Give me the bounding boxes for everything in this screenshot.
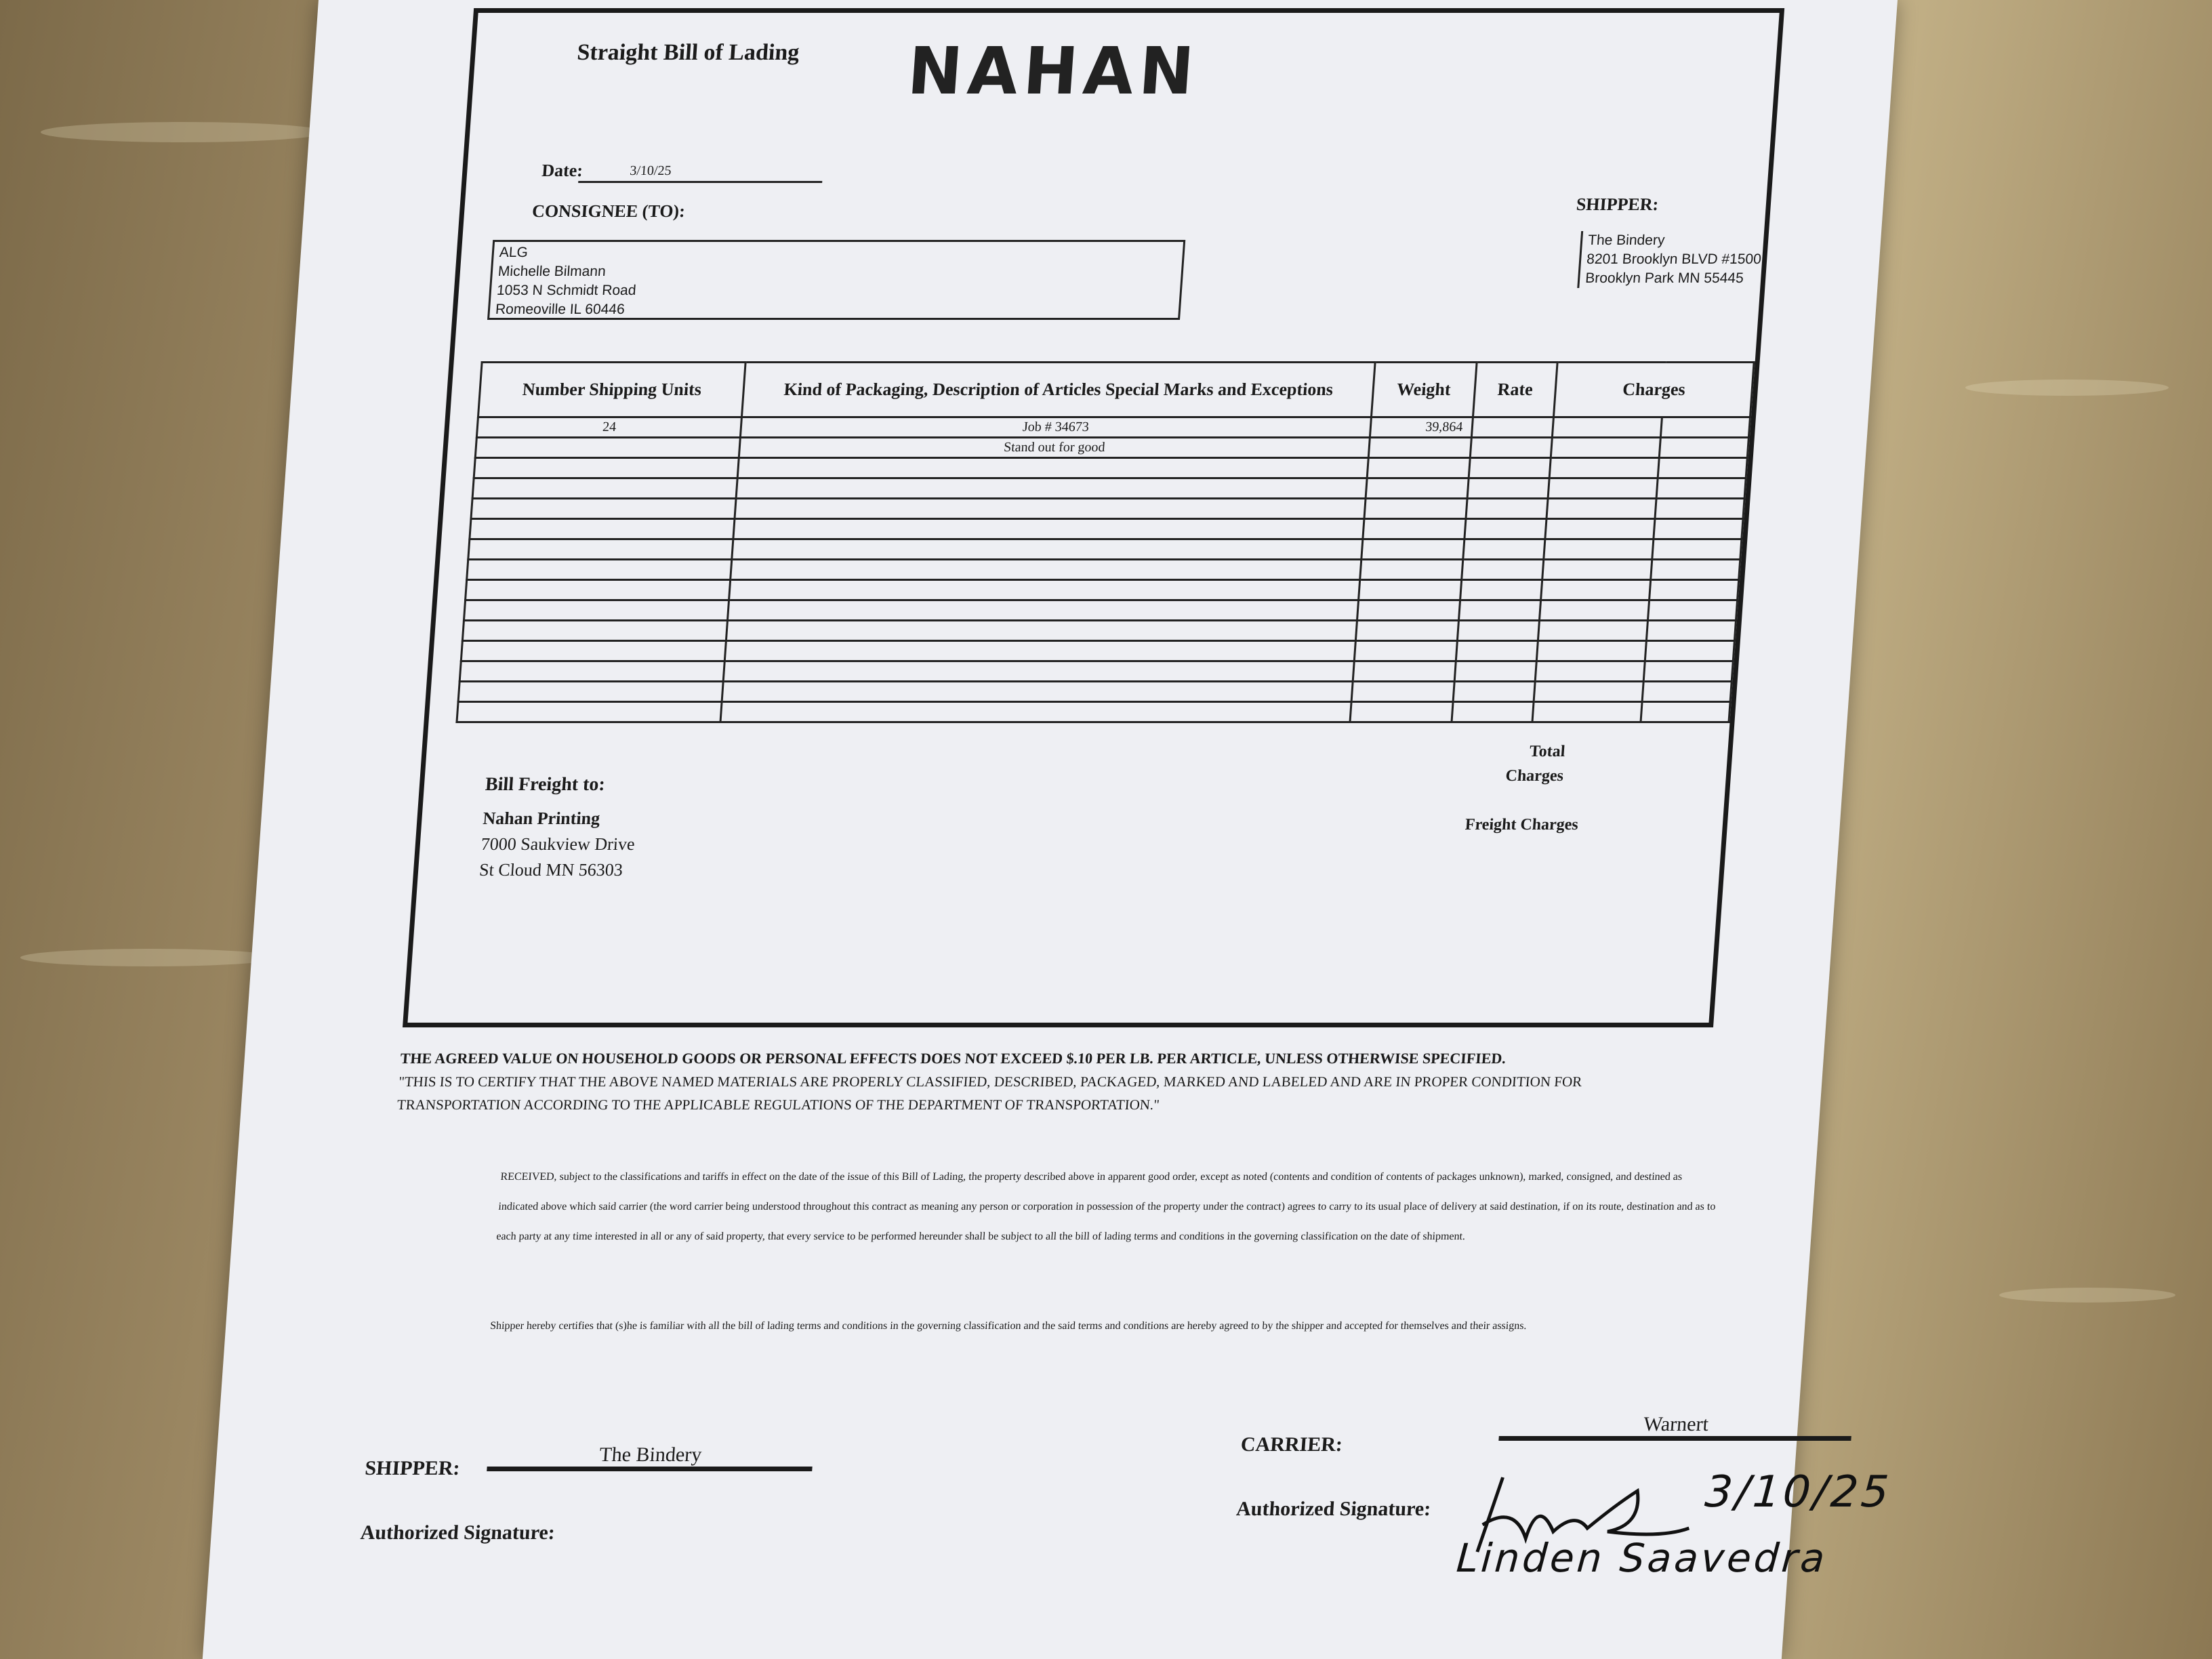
consignee-line: 1053 N Schmidt Road	[496, 283, 637, 298]
weight-cell	[1358, 580, 1461, 600]
weight-cell: 39,864	[1370, 417, 1473, 438]
date-label: Date:	[541, 161, 584, 180]
charges-cell	[1544, 539, 1654, 560]
table-row	[470, 519, 1743, 539]
description-cell	[720, 702, 1351, 722]
rate-cell	[1467, 478, 1550, 499]
table-row	[472, 478, 1746, 499]
received-terms-block	[387, 1162, 1803, 1252]
consignee-line: ALG	[499, 245, 529, 260]
shipper-line: Brooklyn Park MN 55445	[1584, 270, 1744, 286]
shipper-certifies-block	[381, 1311, 1793, 1341]
weight-cell	[1359, 560, 1462, 580]
charges-cents-cell	[1647, 621, 1736, 641]
charges-cell	[1545, 519, 1655, 539]
header-weight: Weight	[1371, 363, 1477, 417]
table-body	[457, 417, 1750, 722]
charges-cents-cell	[1658, 458, 1747, 478]
certify-text: "THIS IS TO CERTIFY THAT THE ABOVE NAMED MATERIALS ARE PROPERLY CLASSIFIED, DESCRIBED, PACKAGED, MARKED AND LABELED AND ARE IN PROPER CONDITION FOR TRANSPORTATION ACCORDING TO THE APPLICABLE REGULATIONS OF THE DEPARTMENT OF TRANSPORTATION."	[396, 1073, 1583, 1113]
weight-cell	[1366, 478, 1469, 499]
rate-cell	[1457, 621, 1540, 641]
handwritten-name: Linden Saavedra	[1454, 1535, 1829, 1581]
consignee-address-box	[487, 240, 1185, 320]
rate-cell	[1470, 438, 1553, 458]
charges-cents-cell	[1652, 539, 1742, 560]
weight-cell	[1350, 702, 1453, 722]
consignee-line: Romeoville IL 60446	[495, 302, 626, 317]
charges-cents-cell	[1642, 682, 1732, 702]
wood-streak	[41, 122, 325, 142]
charges-cents-cell	[1655, 499, 1744, 519]
weight-cell	[1354, 641, 1457, 661]
header-description: Kind of Packaging, Description of Articles Special Marks and Exceptions	[742, 363, 1375, 417]
units-cell	[467, 560, 732, 580]
handwritten-date: 3/10/25	[1703, 1467, 1893, 1517]
description-cell	[726, 621, 1357, 641]
weight-cell	[1363, 519, 1466, 539]
charges-cents-cell	[1654, 519, 1743, 539]
carrier-label: CARRIER:	[1240, 1433, 1344, 1456]
units-cell	[457, 702, 722, 722]
nahan-logo: NAHAN	[905, 33, 1202, 109]
units-cell	[471, 499, 736, 519]
charges-cents-cell	[1656, 478, 1746, 499]
units-cell	[464, 600, 729, 621]
charges-cell	[1536, 661, 1645, 682]
header-rate: Rate	[1473, 363, 1558, 417]
description-cell	[736, 478, 1366, 499]
units-cell	[458, 682, 723, 702]
units-cell	[468, 539, 733, 560]
charges-cents-cell	[1661, 417, 1750, 438]
charges-cell	[1553, 417, 1662, 438]
weight-cell	[1367, 458, 1470, 478]
table-row	[459, 661, 1733, 682]
rate-cell	[1462, 539, 1545, 560]
shipper-sig-label: SHIPPER:	[364, 1457, 461, 1479]
table-row	[461, 641, 1734, 661]
description-cell: Job # 34673	[741, 417, 1371, 438]
units-cell	[474, 458, 739, 478]
table-row	[467, 560, 1740, 580]
shipper-line: The Bindery	[1587, 232, 1666, 248]
description-cell	[729, 580, 1359, 600]
table-row	[466, 580, 1739, 600]
table-row	[476, 417, 1750, 438]
units-cell	[466, 580, 731, 600]
rate-cell	[1471, 417, 1554, 438]
description-cell	[728, 600, 1358, 621]
form-frame	[403, 8, 1784, 1027]
units-cell	[459, 661, 724, 682]
weight-cell	[1357, 600, 1460, 621]
charges-cents-cell	[1659, 438, 1748, 458]
charges-cell	[1537, 641, 1647, 661]
wood-streak	[20, 949, 278, 966]
charges-cents-cell	[1650, 580, 1739, 600]
table-row	[464, 600, 1737, 621]
table-row	[457, 702, 1730, 722]
header-charges: Charges	[1554, 363, 1754, 417]
charges-cell	[1548, 478, 1658, 499]
bill-freight-line: St Cloud MN 56303	[478, 860, 623, 880]
units-cell	[461, 641, 726, 661]
table-header-row	[478, 363, 1754, 417]
weight-cell	[1364, 499, 1467, 519]
bill-freight-label: Bill Freight to:	[484, 774, 606, 795]
header-shipping-units: Number Shipping Units	[478, 363, 745, 417]
shipper-line: 8201 Brooklyn BLVD #1500	[1586, 251, 1762, 267]
charges-cents-cell	[1651, 560, 1740, 580]
charges-cell	[1541, 580, 1651, 600]
charges-cell	[1542, 560, 1652, 580]
description-cell	[724, 661, 1354, 682]
description-cell	[733, 519, 1364, 539]
charges-cell	[1550, 458, 1660, 478]
bill-of-lading-paper	[203, 0, 1898, 1659]
description-cell	[735, 499, 1365, 519]
table-row	[474, 458, 1747, 478]
description-cell	[738, 458, 1368, 478]
agreed-value-text: THE AGREED VALUE ON HOUSEHOLD GOODS OR PERSONAL EFFECTS DOES NOT EXCEED $.10 PER LB. PER ARTICLE, UNLESS OTHERWISE SPECIFIED.	[399, 1050, 1507, 1067]
bill-freight-line: Nahan Printing	[482, 808, 601, 828]
description-cell	[732, 539, 1362, 560]
date-underline	[578, 181, 822, 183]
total-charges-label: Total Charges	[1504, 743, 1566, 785]
bill-freight-line: 7000 Saukview Drive	[480, 834, 636, 854]
weight-cell	[1353, 661, 1456, 682]
bill-freight-section	[478, 772, 640, 883]
rate-cell	[1454, 661, 1537, 682]
wood-streak	[1999, 1288, 2175, 1303]
shipment-items-table	[455, 361, 1755, 723]
description-cell	[722, 682, 1352, 702]
charges-cell	[1547, 499, 1656, 519]
table-row	[471, 499, 1744, 519]
charges-cents-cell	[1648, 600, 1738, 621]
charges-cell	[1540, 600, 1650, 621]
shipper-name-line: The Bindery	[487, 1443, 814, 1471]
rate-cell	[1469, 458, 1551, 478]
rate-cell	[1452, 702, 1534, 722]
charges-cents-cell	[1645, 641, 1734, 661]
shipper-label: SHIPPER:	[1575, 194, 1660, 214]
table-row	[468, 539, 1742, 560]
units-cell	[475, 438, 740, 458]
description-cell: Stand out for good	[739, 438, 1370, 458]
units-cell	[472, 478, 737, 499]
weight-cell	[1351, 682, 1454, 702]
rate-cell	[1465, 499, 1548, 519]
charges-cell	[1534, 682, 1643, 702]
rate-cell	[1461, 560, 1544, 580]
weight-cell	[1355, 621, 1458, 641]
charges-cents-cell	[1641, 702, 1730, 722]
document-title: Straight Bill of Lading	[576, 40, 800, 65]
rate-cell	[1464, 519, 1547, 539]
description-cell	[725, 641, 1355, 661]
weight-cell	[1368, 438, 1471, 458]
consignee-line: Michelle Bilmann	[497, 264, 607, 279]
table-row	[458, 682, 1732, 702]
shipper-address-box	[1577, 231, 1832, 288]
shipper-auth-sig-label: Authorized Signature:	[359, 1521, 556, 1544]
rate-cell	[1453, 682, 1536, 702]
carrier-auth-sig-label: Authorized Signature:	[1235, 1498, 1432, 1520]
wood-streak	[1965, 380, 2169, 396]
rate-cell	[1458, 600, 1541, 621]
charges-cell	[1551, 438, 1661, 458]
units-cell	[470, 519, 735, 539]
shipper-certifies-text: Shipper hereby certifies that (s)he is familiar with all the bill of lading terms and conditions in the governing classification and the said terms and conditions are hereby agreed to by the shipper and accepted for themselves and their assigns.	[489, 1320, 1528, 1332]
charges-cell	[1532, 702, 1642, 722]
units-cell	[462, 621, 727, 641]
rate-cell	[1460, 580, 1542, 600]
rate-cell	[1456, 641, 1538, 661]
charges-cell	[1538, 621, 1648, 641]
table-row	[475, 438, 1748, 458]
table-row	[462, 621, 1736, 641]
carrier-name-line: Warnert	[1498, 1413, 1853, 1441]
description-cell	[731, 560, 1361, 580]
weight-cell	[1361, 539, 1464, 560]
units-cell: 24	[476, 417, 741, 438]
terms-caps-block	[396, 1047, 1621, 1116]
date-value: 3/10/25	[629, 163, 672, 178]
freight-charges-label: Freight Charges	[1464, 816, 1579, 834]
signature-area	[356, 1396, 1893, 1599]
received-text: RECEIVED, subject to the classifications and tariffs in effect on the date of the issue of this Bill of Lading, the property described above in apparent good order, except as noted (contents and condition of contents of packages unknown), marked, consigned, and destined as indicated above which said carrier (the word carrier being understood throughout this contract as meaning any person or corporation in possession of the property under the contract) agrees to carry to its usual place of delivery at said destination, if on its route, destination and as to each party at any time interested in all or any of said property, that every service to be performed hereunder shall be subject to all the bill of lading terms and conditions in the governing classification on the date of shipment.	[495, 1171, 1716, 1242]
charges-cents-cell	[1643, 661, 1733, 682]
consignee-label: CONSIGNEE (TO):	[531, 201, 686, 221]
